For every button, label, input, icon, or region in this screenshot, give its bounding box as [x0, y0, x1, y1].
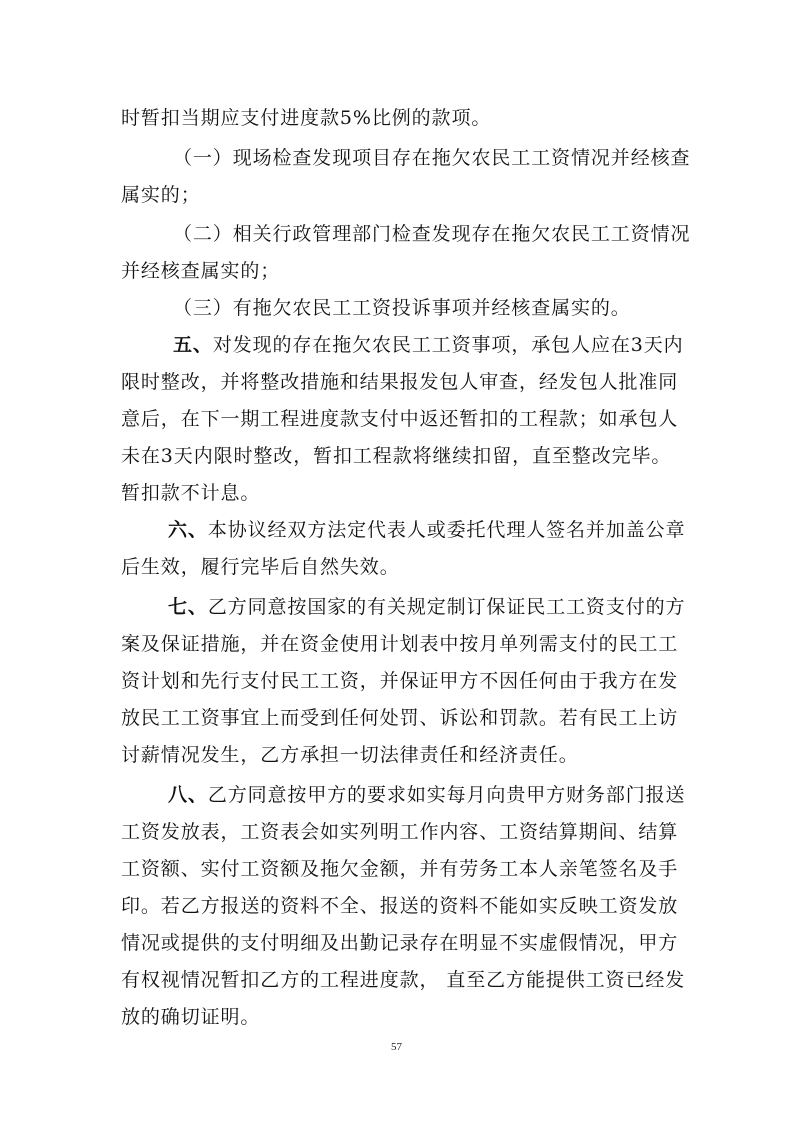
clause-seven-first-line: [168, 595, 685, 619]
text-line: 意后，在下一期工程进度款支付中返还暂扣的工程款；如承包人: [121, 408, 679, 430]
clause-heading: 七、: [168, 596, 208, 618]
text-line: （二）相关行政管理部门检查发现存在拖欠农民工工资情况: [173, 223, 691, 245]
text-line: （三）有拖欠农民工工资投诉事项并经核查属实的。: [173, 297, 631, 319]
text-line: （一）现场检查发现项目存在拖欠农民工工资情况并经核查: [173, 147, 691, 169]
clause-five-first-line: [173, 333, 684, 357]
text-line: 时暂扣当期应支付进度款5%比例的款项。: [121, 107, 492, 129]
text-line: 属实的；: [121, 184, 201, 206]
text-line: 放民工工资事宜上而受到任何处罚、诉讼和罚款。若有民工上访: [121, 707, 679, 729]
clause-text: 本协议经双方法定代表人或委托代理人签名并加盖公章: [207, 519, 686, 541]
clause-heading: 八、: [168, 784, 208, 806]
text-line: 讨薪情况发生，乙方承担一切法律责任和经济责任。: [121, 744, 579, 766]
text-line: 资计划和先行支付民工工资，并保证甲方不因任何由于我方在发: [121, 670, 679, 692]
text-line: 情况或提供的支付明细及出勤记录存在明显不实虚假情况，甲方: [121, 932, 679, 954]
text-line: 限时整改，并将整改措施和结果报发包人审查，经发包人批准同: [121, 371, 679, 393]
clause-eight-first-line: [168, 783, 685, 807]
text-line: 后生效，履行完毕后自然失效。: [121, 556, 400, 578]
text-line: 未在3天内限时整改，暂扣工程款将继续扣留，直至整改完毕。: [121, 445, 672, 467]
page-number: 57: [391, 1041, 402, 1053]
text-line: 工资发放表，工资表会如实列明工作内容、工资结算期间、结算: [121, 821, 679, 843]
clause-heading: 五、: [173, 334, 213, 356]
text-line: 并经核查属实的；: [121, 260, 281, 282]
clause-text: 乙方同意按国家的有关规定制订保证民工工资支付的方: [207, 596, 686, 618]
clause-six-first-line: [168, 518, 685, 542]
text-line: 放的确切证明。: [121, 1006, 261, 1028]
clause-text: 乙方同意按甲方的要求如实每月向贵甲方财务部门报送: [207, 784, 686, 806]
text-line: 案及保证措施，并在资金使用计划表中按月单列需支付的民工工: [121, 633, 679, 655]
text-line: 工资额、实付工资额及拖欠金额，并有劳务工本人亲笔签名及手: [121, 858, 679, 880]
text-line: 印。若乙方报送的资料不全、报送的资料不能如实反映工资发放: [121, 895, 679, 917]
clause-heading: 六、: [168, 519, 208, 541]
clause-text: 对发现的存在拖欠农民工工资事项，承包人应在3天内: [212, 334, 684, 356]
text-line: 暂扣款不计息。: [121, 482, 261, 504]
text-line: 有权视情况暂扣乙方的工程进度款， 直至乙方能提供工资已经发: [121, 969, 686, 991]
